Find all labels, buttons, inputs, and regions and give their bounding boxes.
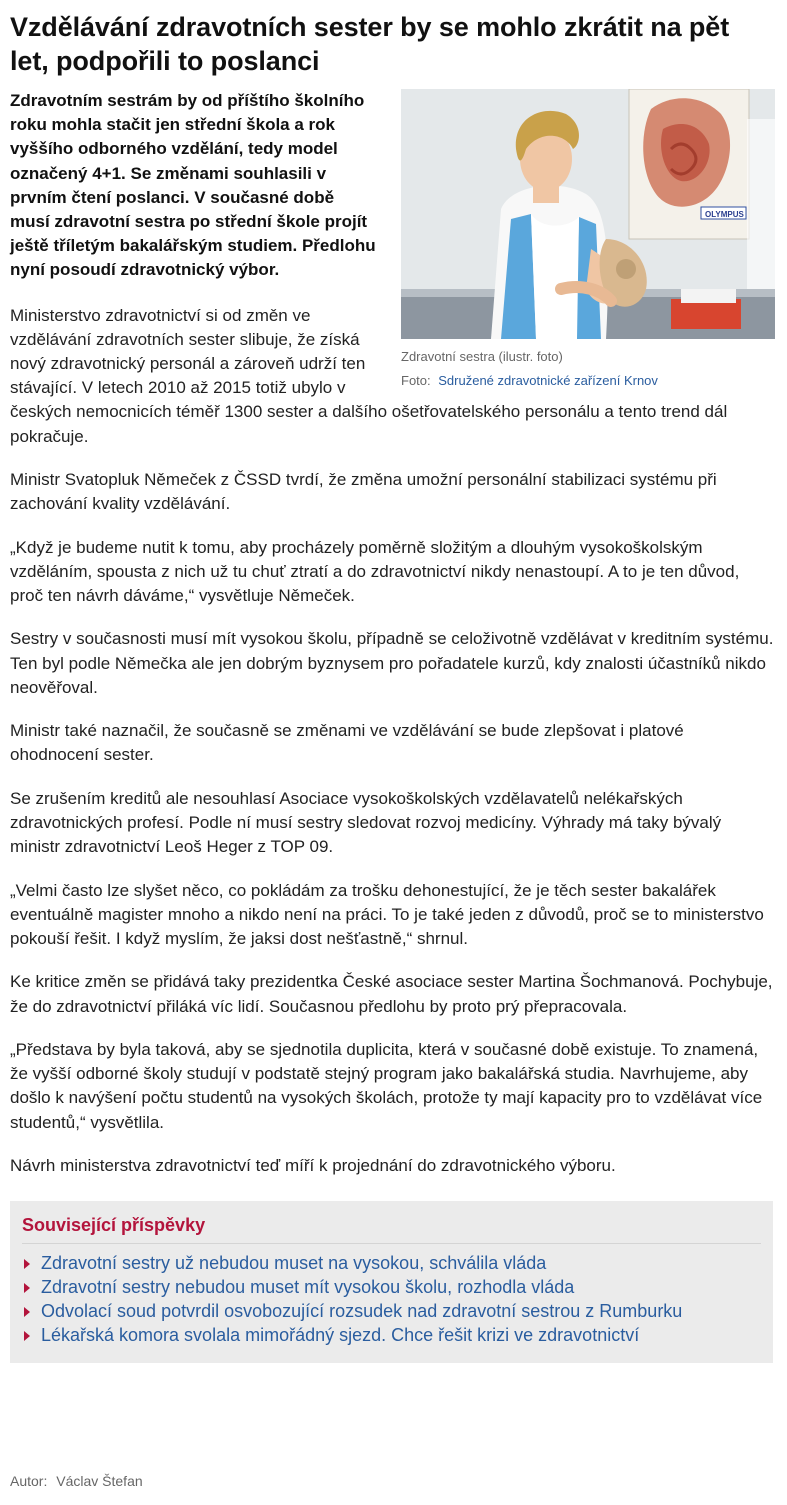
article-paragraph: Sestry v současnosti musí mít vysokou školu, případně se celoživotně vzdělávat v kreditním systému. Ten byl podle Němečka ale jen dobrým byznysem pro pořadatele kurzů, kdy znalosti účastníků nikdo neověřoval. [10,629,774,697]
photo-credit-source-link[interactable]: Sdružené zdravotnické zařízení Krnov [438,373,658,388]
article-paragraph: „Představa by byla taková, aby se sjednotila duplicita, která v současné době existuje. To znamená, že vyšší odborné školy studují v podstatě stejný program jako bakalářská studia. Navrhujeme, aby došlo k navýšení počtu studentů na vysokých školách, protože ty mají kapacity pro to vzdělávat více studentů,“ vysvětlila. [10,1040,763,1132]
triangle-bullet-icon [24,1259,30,1269]
related-article-link[interactable] [22,1299,761,1323]
related-article-title[interactable]: Odvolací soud potvrdil osvobozující rozsudek nad zdravotní sestrou z Rumburku [41,1301,683,1322]
article-figure [401,89,775,390]
related-article-title[interactable]: Zdravotní sestry nebudou muset mít vysokou školu, rozhodla vláda [41,1277,575,1298]
related-article-title[interactable]: Zdravotní sestry už nebudou muset na vysokou, schválila vláda [41,1253,547,1274]
poster-brand-text: OLYMPUS [705,210,744,219]
article-perex: Zdravotním sestrám by od příštího školního roku mohla stačit jen střední škola a rok vyššího odborného vzdělání, tedy model označený 4+1. Se změnami souhlasili v prvním čtení poslanci. V současné době musí zdravotní sestra po střední škole projít ještě tříletým bakalářským studiem. Předlohu nyní posoudí zdravotnický výbor. [10,91,376,280]
article-paragraph: Ministerstvo zdravotnictví si od změn ve vzdělávání zdravotních sester slibuje, že získá nový zdravotnický personál a zároveň udrží ten stávající. V letech 2010 až 2015 totiž ubylo v českých nemocnicích téměř 1300 sester a dalšího ošetřovatelského personálu a tento trend dál pokračuje. [10,305,728,446]
triangle-bullet-icon [24,1307,30,1317]
related-article-link[interactable] [22,1275,761,1299]
article-paragraph: Se zrušením kreditů ale nesouhlasí Asociace vysokoškolských vzdělavatelů nelékařských zdravotnických profesí. Podle ní musí sestry sledovat rozvoj medicíny. Výhrady má taky bývalý ministr zdravotnictví Leoš Heger z TOP 09. [10,788,722,857]
photo-credit-label: Foto: [401,373,431,388]
article [10,10,775,1363]
article-headline: Vzdělávání zdravotních sester by se mohlo zkrátit na pět let, podpořili to poslanci [10,12,730,76]
article-author [10,1471,143,1491]
related-article-title[interactable]: Lékařská komora svolala mimořádný sjezd. Chce řešit krizi ve zdravotnictví [41,1325,640,1346]
photo-illustration [401,89,775,339]
article-paragraph: Ministr Svatopluk Němeček z ČSSD tvrdí, že změna umožní personální stabilizaci systému při zachování kvality vzdělávání. [10,470,717,514]
article-paragraph: Ministr také naznačil, že současně se změnami ve vzdělávání se bude zlepšovat i platové ohodnocení sester. [10,721,684,765]
related-articles-list [22,1251,761,1347]
article-paragraph: Návrh ministerstva zdravotnictví teď míří k projednání do zdravotnického výboru. [10,1156,616,1175]
triangle-bullet-icon [24,1331,30,1341]
article-paragraph: „Když je budeme nutit k tomu, aby procházely poměrně složitým a dlouhým vysokoškolským vzděláním, spousta z nich už tu chuť ztratí a do zdravotnictví nikdy nenastoupí. A to je ten důvod, proč ten návrh dáváme,“ vysvětluje Němeček. [10,537,740,606]
author-name: Václav Štefan [56,1473,143,1489]
photo-caption: Zdravotní sestra (ilustr. foto) [401,349,563,364]
related-articles-box [10,1201,773,1363]
related-articles-title: Související příspěvky [22,1213,761,1244]
author-label: Autor: [10,1473,48,1489]
article-paragraph: „Velmi často lze slyšet něco, co pokládám za trošku dehonestující, že je těch sester bakalářek eventuálně magister mnoho a nikdo není na práci. To je také jeden z důvodů, proč se to ministerstvo pokouší řešit. I když myslím, že jaksi dost nešťastně,“ shrnul. [10,880,764,949]
nurse-photo[interactable] [401,89,775,339]
related-article-link[interactable] [22,1251,761,1275]
article-paragraph: Ke kritice změn se přidává taky prezidentka České asociace sester Martina Šochmanová. Pochybuje, že do zdravotnictví přiláká víc lidí. Současnou předlohu by proto prý přepracovala. [10,972,773,1016]
triangle-bullet-icon [24,1283,30,1293]
related-article-link[interactable] [22,1323,761,1347]
photo-credit [401,372,775,390]
